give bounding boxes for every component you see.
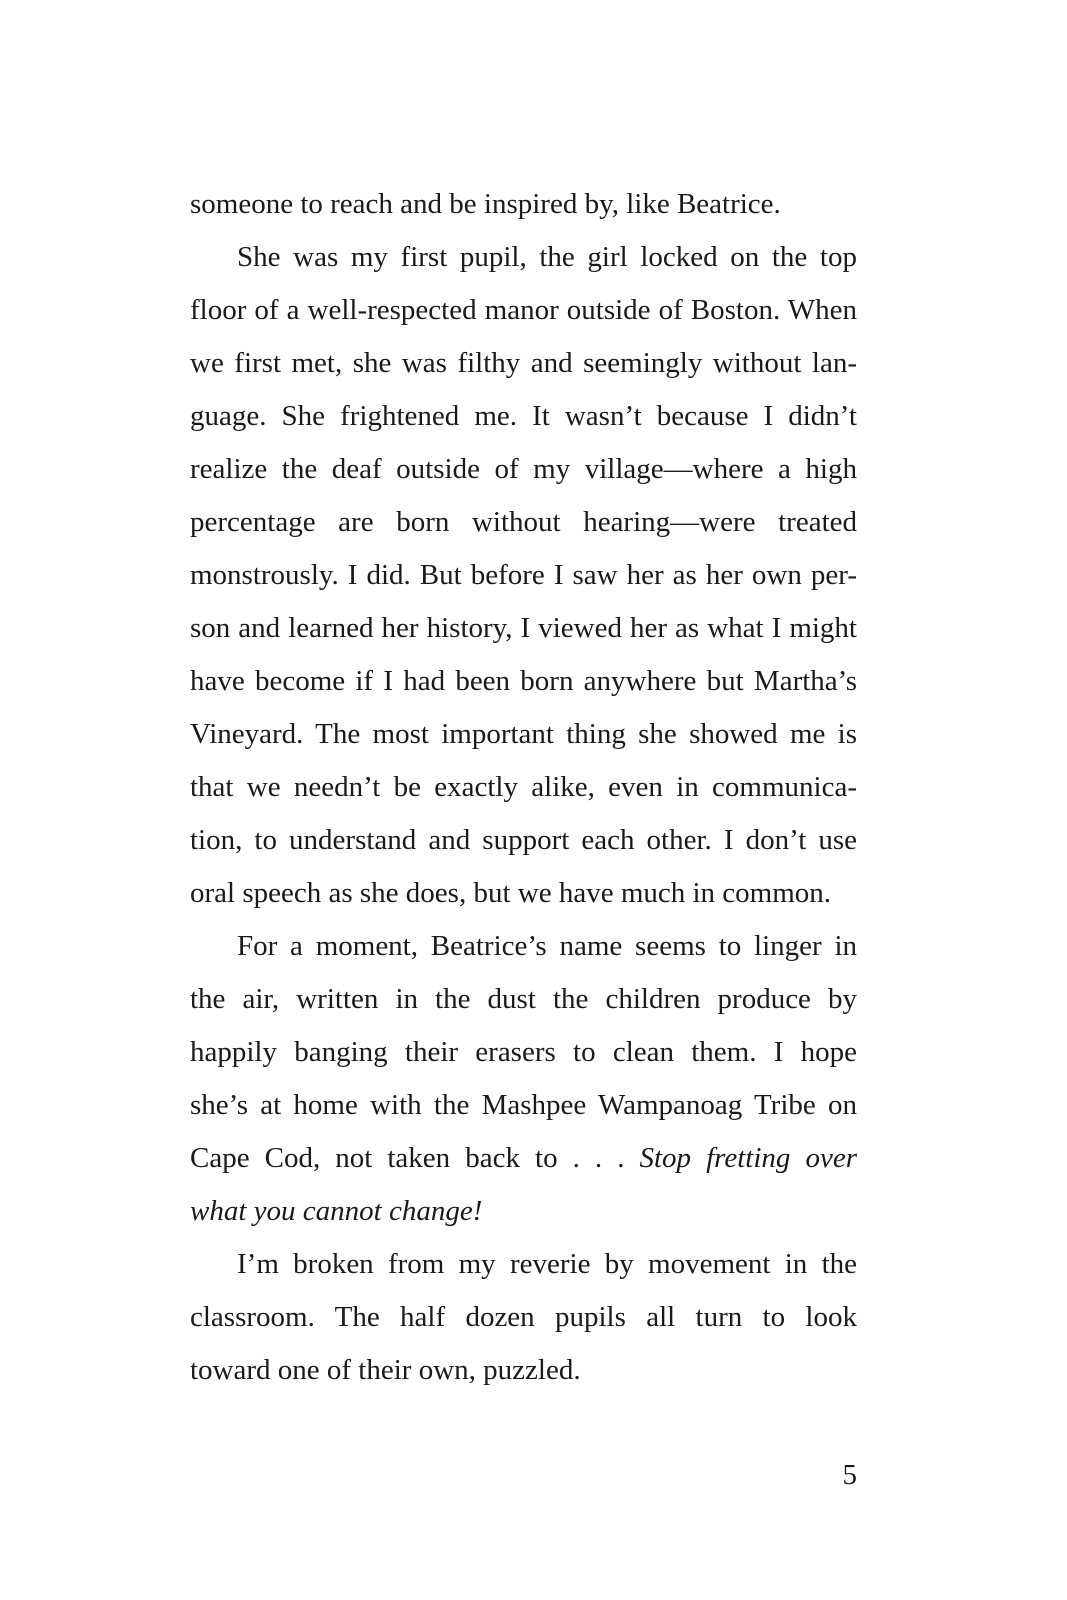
text-line: someone to reach and be inspired by, like Beatrice.: [190, 188, 781, 220]
text-line: percentage are born without hearing—were treated: [190, 506, 857, 538]
text-line: that we needn’t be exactly alike, even in communica-: [190, 771, 857, 803]
text-line: She was my first pupil, the girl locked on the top: [237, 241, 857, 273]
text-line: [190, 1132, 857, 1185]
text-line: she’s at home with the Mashpee Wampanoag Tribe on: [190, 1089, 857, 1121]
text-line: guage. She frightened me. It wasn’t because I didn’t: [190, 400, 857, 432]
text-segment: Cape Cod, not taken back to . . .: [190, 1142, 625, 1174]
italic-text-segment: Stop fretting over: [639, 1142, 857, 1174]
text-line: tion, to understand and support each other. I don’t use: [190, 824, 857, 856]
text-line: floor of a well-respected manor outside of Boston. When: [190, 294, 857, 326]
body-text: [190, 178, 857, 1397]
text-line: For a moment, Beatrice’s name seems to linger in: [237, 930, 857, 962]
text-line: son and learned her history, I viewed her as what I might: [190, 612, 857, 644]
page-number: 5: [842, 1459, 857, 1491]
text-line: monstrously. I did. But before I saw her as her own per-: [190, 559, 857, 591]
text-line: happily banging their erasers to clean them. I hope: [190, 1036, 857, 1068]
text-line: Vineyard. The most important thing she showed me is: [190, 718, 857, 750]
text-line: the air, written in the dust the children produce by: [190, 983, 857, 1015]
text-line: oral speech as she does, but we have much in common.: [190, 877, 832, 909]
text-line: we first met, she was filthy and seemingly without lan-: [190, 347, 857, 379]
text-line: have become if I had been born anywhere but Martha’s: [190, 665, 857, 697]
text-line: toward one of their own, puzzled.: [190, 1354, 581, 1386]
text-line: classroom. The half dozen pupils all turn to look: [190, 1301, 857, 1333]
text-line: realize the deaf outside of my village—where a high: [190, 453, 857, 485]
text-line: what you cannot change!: [190, 1195, 483, 1227]
text-line: I’m broken from my reverie by movement in the: [237, 1248, 857, 1280]
